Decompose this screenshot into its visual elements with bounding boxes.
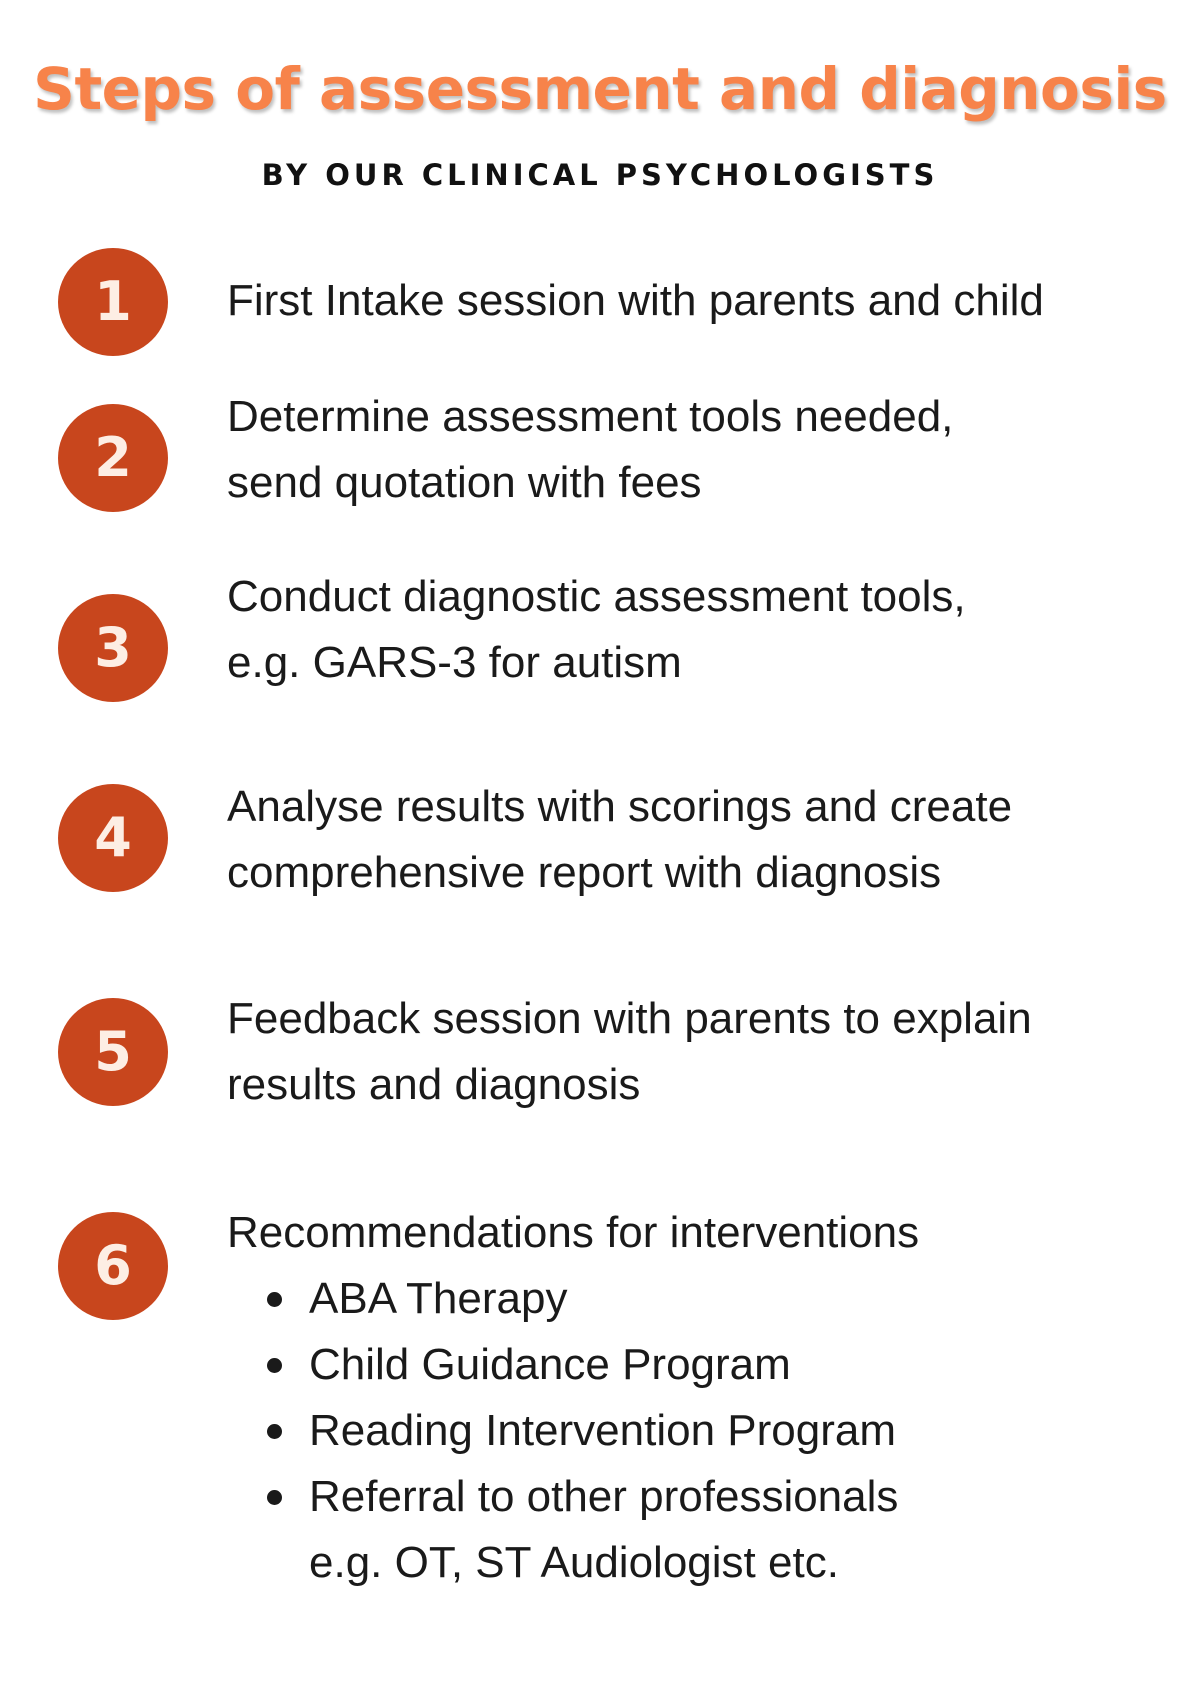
recommendation-text: Child Guidance Program <box>309 1340 791 1389</box>
step-6-text <box>227 1200 919 1596</box>
step-3-line-2: e.g. GARS-3 for autism <box>227 638 682 687</box>
step-3-number-badge: 3 <box>58 594 168 702</box>
step-4-line-2: comprehensive report with diagnosis <box>227 848 942 897</box>
step-5-text <box>227 986 1032 1118</box>
step-4-text <box>227 774 1012 906</box>
recommendation-item-aba-therapy <box>227 1266 919 1332</box>
step-1-line-1: First Intake session with parents and child <box>227 276 1044 325</box>
step-5-line-1: Feedback session with parents to explain <box>227 994 1032 1043</box>
recommendation-text: ABA Therapy <box>309 1274 568 1323</box>
page-title: Steps of assessment and diagnosis <box>33 55 1167 123</box>
step-1-text <box>227 268 1044 334</box>
step-6-number-badge: 6 <box>58 1212 168 1320</box>
step-5-line-2: results and diagnosis <box>227 1060 641 1109</box>
step-1-number-badge: 1 <box>58 248 168 356</box>
bullet-icon <box>267 1424 282 1439</box>
step-2-line-1: Determine assessment tools needed, <box>227 392 954 441</box>
step-5-number-badge: 5 <box>58 998 168 1106</box>
recommendation-text-line-1: Referral to other professionals <box>309 1472 899 1521</box>
bullet-icon <box>267 1358 282 1373</box>
recommendation-item-child-guidance <box>227 1332 919 1398</box>
step-3-line-1: Conduct diagnostic assessment tools, <box>227 572 966 621</box>
step-3-text <box>227 564 966 696</box>
bullet-icon <box>267 1490 282 1505</box>
step-4-number-badge: 4 <box>58 784 168 892</box>
recommendation-text-line-2: e.g. OT, ST Audiologist etc. <box>309 1538 839 1587</box>
step-2-number-badge: 2 <box>58 404 168 512</box>
step-4-line-1: Analyse results with scorings and create <box>227 782 1013 831</box>
step-6-line-1: Recommendations for interventions <box>227 1208 920 1257</box>
page-subtitle: BY OUR CLINICAL PSYCHOLOGISTS <box>261 158 939 192</box>
recommendation-text: Reading Intervention Program <box>309 1406 896 1455</box>
step-2-line-2: send quotation with fees <box>227 458 702 507</box>
recommendations-list <box>227 1266 919 1596</box>
recommendation-item-referral <box>227 1464 919 1596</box>
step-2-text <box>227 384 953 516</box>
bullet-icon <box>267 1292 282 1307</box>
recommendation-item-reading-intervention <box>227 1398 919 1464</box>
